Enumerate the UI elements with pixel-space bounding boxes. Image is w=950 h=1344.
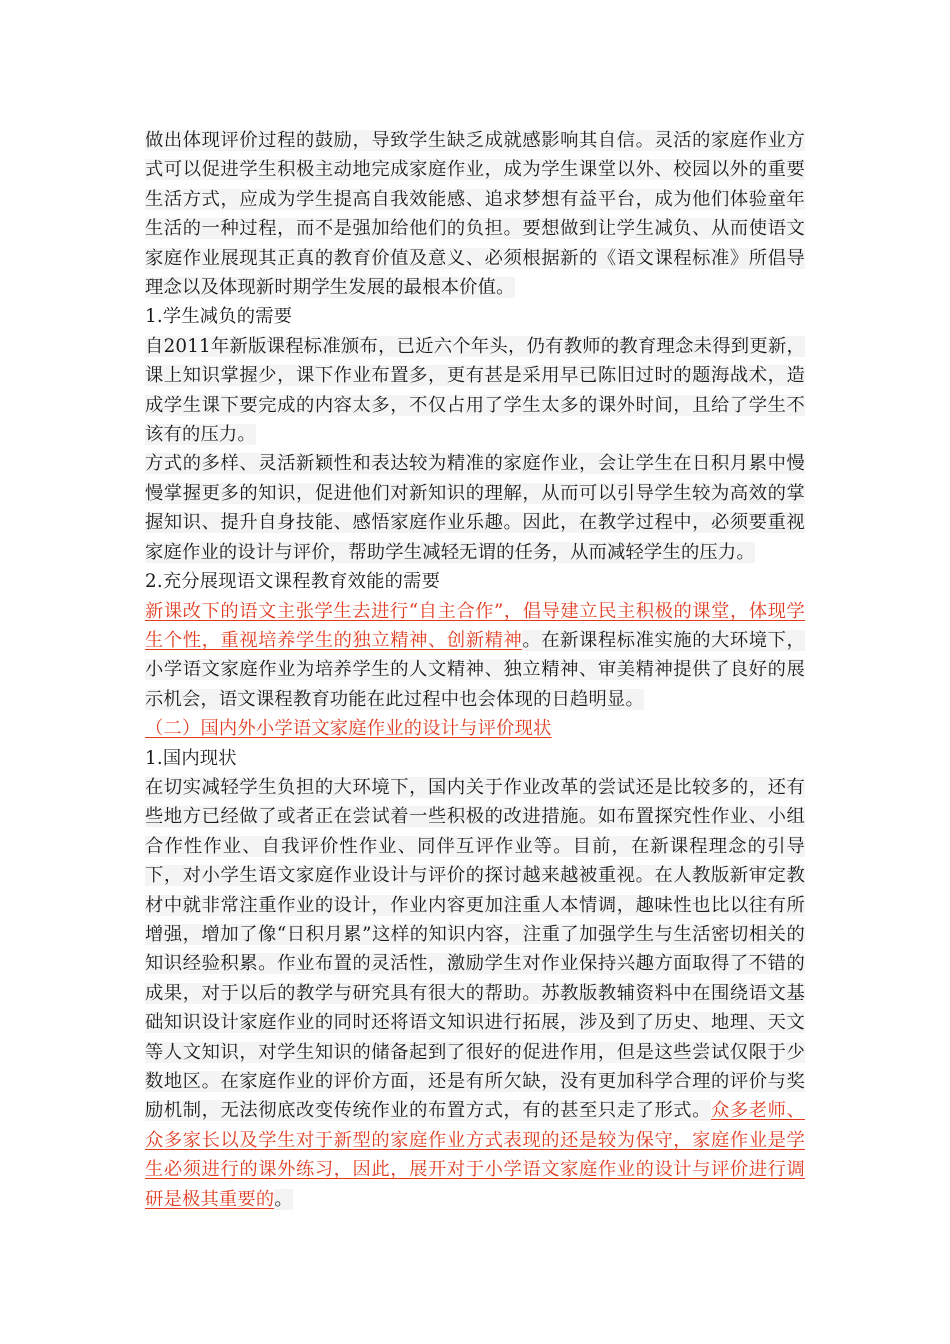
paragraph-domestic-reform-text: 在切实减轻学生负担的大环境下，国内关于作业改革的尝试还是比较多的，还有些地方已经做了或者正在尝试着一些积极的改进措施。如布置探究性作业、小组合作性作业、自我评价性作业、同伴互评作业等。目前，在新课程理念的引导下，对小学生语文家庭作业设计与评价的探讨越来越被重视。在人教版新审定教材中就非常注重作业的设计，作业内容更加注重人本情调，趣味性也比以往有所增强，增加了像“日积月累”这样的知识内容，注重了加强学生与生活密切相关的知识经验积累。作业布置的灵活性，激励学生对作业保持兴趣方面取得了不错的成果，对于以后的教学与研究具有很大的帮助。苏教版教辅资料中在围绕语文基础知识设计家庭作业的同时还将语文知识进行拓展，涉及到了历史、地理、天文等人文知识，对学生知识的储备起到了很好的促进作用，但是这些尝试仅限于少数地区。在家庭作业的评价方面，还是有所欠缺，没有更加科学合理的评价与奖励机制，无法彻底改变传统作业的布置方式，有的甚至只走了形式。 bbox=[145, 776, 805, 1122]
highlighted-text-conservative-attitude: 众多老师、众多家长以及学生对于新型的家庭作业方式表现的还是较为保守，家庭作业是学生必须进行的课外练习，因此，展开对于小学语文家庭作业的设计与评价进行调研是极其重要的 bbox=[145, 1100, 806, 1210]
paragraph-curriculum-standard-text: 自2011年新版课程标准颁布，已近六个年头，仍有教师的教育理念未得到更新，课上知识掌握少，课下作业布置多，更有甚是采用早已陈旧过时的题海战术，造成学生课下要完成的内容太多，不仅占用了学生太多的课外时间，且给了学生不该有的压力。 bbox=[145, 335, 805, 446]
heading-domestic-status bbox=[145, 744, 805, 773]
paragraph-homework-diversity-text: 方式的多样、灵活新颖性和表达较为精准的家庭作业，会让学生在日积月累中慢慢掌握更多的知识，促进他们对新知识的理解，从而可以引导学生较为高效的掌握知识、提升自身技能、感悟家庭作业乐趣。因此，在教学过程中，必须要重视家庭作业的设计与评价，帮助学生减轻无谓的任务，从而减轻学生的压力。 bbox=[145, 453, 805, 563]
paragraph-domestic-reform bbox=[145, 773, 805, 1214]
highlighted-heading-status: （二）国内外小学语文家庭作业的设计与评价现状 bbox=[145, 718, 552, 740]
paragraph-domestic-reform-end: 。 bbox=[274, 1188, 293, 1210]
paragraph-homework-diversity bbox=[145, 449, 805, 567]
heading-domestic-foreign-status bbox=[145, 714, 805, 743]
paragraph-new-curriculum bbox=[145, 597, 805, 715]
heading-student-burden bbox=[145, 302, 805, 331]
heading-student-burden-text: 1.学生减负的需要 bbox=[145, 306, 293, 328]
paragraph-curriculum-standard bbox=[145, 332, 805, 450]
paragraph-new-curriculum-text: 。在新课程标准实施的大环境下，小学语文家庭作业为培养学生的人文精神、独立精神、审美精神提供了良好的展示机会，语文课程教育功能在此过程中也会体现的日趋明显。 bbox=[145, 629, 806, 710]
highlighted-text-new-curriculum: 新课改下的语文主张学生去进行“自主合作”，倡导建立民主积极的课堂，体现学生个性，重视培养学生的独立精神、创新精神 bbox=[145, 600, 805, 651]
heading-education-efficacy bbox=[145, 567, 805, 596]
heading-domestic-status-text: 1.国内现状 bbox=[145, 747, 237, 769]
heading-education-efficacy-text: 2.充分展现语文课程教育效能的需要 bbox=[145, 571, 441, 593]
paragraph-intro-text: 做出体现评价过程的鼓励，导致学生缺乏成就感影响其自信。灵活的家庭作业方式可以促进学生积极主动地完成家庭作业，成为学生课堂以外、校园以外的重要生活方式，应成为学生提高自我效能感、追求梦想有益平台，成为他们体验童年生活的一种过程，而不是强加给他们的负担。要想做到让学生减负、从而使语文家庭作业展现其正真的教育价值及意义、必须根据新的《语文课程标准》所倡导理念以及体现新时期学生发展的最根本价值。 bbox=[145, 130, 805, 299]
document-page bbox=[145, 126, 805, 1214]
paragraph-intro bbox=[145, 126, 805, 302]
